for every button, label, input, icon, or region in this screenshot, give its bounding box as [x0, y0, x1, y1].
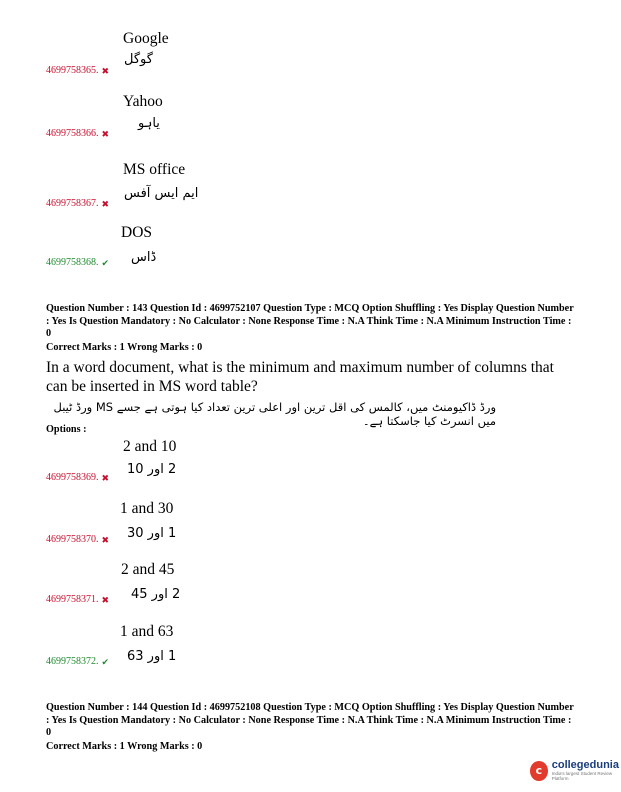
collegedunia-logo	[530, 760, 621, 781]
option-urdu: 1 اور 30	[127, 526, 177, 541]
option-id	[46, 257, 109, 268]
question-text-urdu: ورڈ ڈاکیومنٹ میں، کالمس کی اقل ترین اور اعلی ترین تعداد کیا ہوتی ہے جسے MS ورڈ ٹیبل میں انسرٹ کیا جاسکتا ہے۔	[53, 400, 496, 428]
option-text: MS office	[123, 161, 186, 178]
option-urdu: ڈاس	[131, 250, 157, 265]
option-urdu: گوگل	[124, 52, 153, 67]
logo-wordmark	[552, 760, 621, 781]
option-urdu: یاہو	[138, 116, 160, 131]
option-urdu: ایم ایس آفس	[124, 186, 199, 201]
option-id	[46, 198, 109, 209]
option-text: 2 and 10	[123, 438, 177, 455]
wrong-icon: ✖	[101, 594, 110, 605]
option-id	[46, 656, 109, 667]
option-id-text: 4699758367.	[46, 198, 99, 209]
question-text: In a word document, what is the minimum and maximum number of columns that can be inserted in MS word table?	[46, 359, 554, 395]
question-marks: Correct Marks : 1 Wrong Marks : 0	[46, 342, 203, 353]
option-text: 1 and 63	[120, 623, 174, 640]
wrong-icon: ✖	[101, 534, 110, 545]
option-id-text: 4699758368.	[46, 257, 99, 268]
check-icon: ✔	[101, 257, 110, 268]
option-text: 2 and 45	[121, 561, 175, 578]
option-urdu: 2 اور 45	[131, 587, 181, 602]
options-label: Options :	[46, 424, 87, 435]
option-urdu: 1 اور 63	[127, 649, 177, 664]
option-id-text: 4699758369.	[46, 472, 99, 483]
option-id-text: 4699758372.	[46, 656, 99, 667]
wrong-icon: ✖	[101, 65, 110, 76]
option-text: 1 and 30	[120, 500, 174, 517]
option-text: Yahoo	[123, 93, 163, 110]
option-id-text: 4699758365.	[46, 65, 99, 76]
wrong-icon: ✖	[101, 472, 110, 483]
option-id-text: 4699758371.	[46, 594, 99, 605]
option-text: Google	[123, 30, 169, 47]
option-text: DOS	[121, 224, 153, 241]
question-meta: Question Number : 143 Question Id : 4699752107 Question Type : MCQ Option Shuffling : Yes Display Question Number : Yes Is Question Mandatory : No Calculator : None Response Time : N.A Think Time : N.A Minimum Instruction Time : 0	[46, 303, 574, 339]
option-id	[46, 594, 109, 605]
option-id	[46, 65, 109, 76]
logo-tagline: India's largest Student Review Platform	[551, 771, 613, 781]
option-id	[46, 128, 109, 139]
question-meta: Question Number : 144 Question Id : 4699752108 Question Type : MCQ Option Shuffling : Yes Display Question Number : Yes Is Question Mandatory : No Calculator : None Response Time : N.A Think Time : N.A Minimum Instruction Time : 0	[46, 702, 574, 738]
logo-name: collegedunia	[551, 759, 619, 771]
logo-icon: c	[530, 761, 548, 781]
option-id	[46, 472, 109, 483]
wrong-icon: ✖	[101, 128, 110, 139]
check-icon: ✔	[101, 656, 110, 667]
option-id	[46, 534, 109, 545]
option-id-text: 4699758366.	[46, 128, 99, 139]
wrong-icon: ✖	[101, 198, 110, 209]
option-urdu: 2 اور 10	[127, 462, 177, 477]
question-marks: Correct Marks : 1 Wrong Marks : 0	[46, 741, 203, 752]
option-id-text: 4699758370.	[46, 534, 99, 545]
